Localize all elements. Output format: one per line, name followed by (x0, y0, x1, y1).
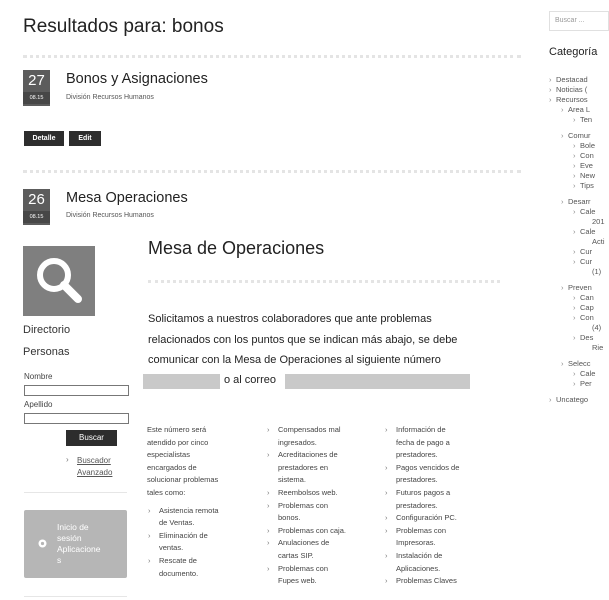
list-item-text: documento. (159, 568, 199, 578)
list-item-text: › Compensados mal (278, 425, 341, 434)
post-title[interactable]: Mesa Operaciones (66, 190, 188, 206)
list-item (384, 462, 494, 487)
list-item (266, 487, 374, 500)
post-category[interactable]: División Recursos Humanos (66, 94, 154, 101)
list-item (266, 537, 374, 562)
post-day: 26 (28, 191, 45, 208)
info-column (266, 424, 374, 588)
text-line: especialistas (147, 450, 190, 460)
advanced-search-link-text[interactable]: Buscador (77, 456, 111, 465)
list-item-text: › Eliminación de (159, 530, 208, 540)
list-item (266, 449, 374, 487)
list-item-text: › Problemas con (396, 525, 447, 535)
sidebar-category-item[interactable]: › Cap (549, 303, 609, 313)
directory-title: Directorio (23, 324, 71, 336)
divider (24, 492, 127, 493)
list-item (384, 525, 494, 550)
surname-field[interactable] (24, 413, 129, 424)
list-item (384, 424, 494, 462)
post-date (23, 189, 50, 225)
list-item-text: sistema. (278, 475, 306, 485)
sidebar-search-input[interactable]: Buscar ... (549, 11, 609, 31)
sidebar-category-item[interactable]: › Recursos (549, 95, 609, 105)
list-item-text: › Acreditaciones de (278, 450, 338, 460)
list-item (384, 575, 494, 588)
search-button[interactable]: Buscar (66, 430, 117, 446)
list-item-text: prestadores. (396, 500, 438, 510)
list-item-text: Fupes web. (278, 576, 317, 586)
list-item-text: prestadores. (396, 475, 438, 485)
list-item (266, 563, 374, 588)
text-line: solucionar problemas (147, 475, 219, 485)
list-item-text: prestadores en (278, 462, 329, 472)
sidebar-category-item[interactable]: › Cale (549, 207, 609, 217)
sidebar-category-item[interactable]: › Preven (549, 283, 609, 293)
sidebar-category-item[interactable]: › Cur (549, 257, 609, 267)
sidebar-category-item[interactable]: › Noticias ( (549, 85, 609, 95)
sidebar-category-item[interactable]: › Uncatego (549, 395, 609, 405)
redacted-phone (143, 374, 220, 389)
divider (23, 55, 521, 58)
divider (24, 596, 127, 597)
sidebar-category-item[interactable]: › New (549, 171, 609, 181)
detail-button[interactable]: Detalle (24, 131, 64, 146)
category-list (549, 75, 609, 405)
text-line: Este número será (147, 425, 207, 434)
sidebar-category-item[interactable]: › Selecc (549, 359, 609, 369)
paragraph-line: o al correo (224, 374, 276, 386)
sidebar-category-item[interactable]: Rie (592, 343, 604, 352)
list-item (384, 487, 494, 512)
divider (148, 280, 500, 283)
list-item-text: › Reembolsos web. (278, 487, 338, 497)
list-item (147, 505, 255, 530)
sidebar-category-item[interactable]: › Desarr (549, 197, 609, 207)
post-title[interactable]: Bonos y Asignaciones (66, 71, 208, 87)
directory-title: Personas (23, 346, 70, 358)
info-column (147, 424, 255, 580)
post-category[interactable]: División Recursos Humanos (66, 212, 154, 219)
list-item-text: › Problemas con (278, 563, 329, 573)
content-heading: Mesa de Operaciones (148, 238, 325, 258)
list-item-text: › Anulaciones de (278, 538, 330, 548)
list-item-text: › Configuración PC. (396, 513, 457, 523)
sidebar-category-item[interactable]: 201 (592, 217, 605, 226)
text-line: encargados de (147, 462, 197, 472)
list-item-text: fecha de pago a (396, 437, 450, 447)
post-day: 27 (28, 72, 45, 89)
list-item-text: › Problemas Claves (396, 576, 457, 586)
directory-search-tile[interactable] (23, 246, 95, 316)
sidebar-category-item[interactable]: › Bole (549, 141, 609, 151)
paragraph-line: relacionados con los puntos que se indican más abajo, se debe (148, 333, 458, 346)
text-line: tales como: (147, 487, 186, 497)
page-title: Resultados para: bonos (23, 16, 224, 37)
sidebar-category-item[interactable]: › Con (549, 313, 609, 323)
edit-button[interactable]: Edit (69, 131, 101, 146)
advanced-search-link-text[interactable]: Avanzado (77, 468, 113, 477)
sidebar-category-item[interactable]: › Can (549, 293, 609, 303)
sidebar-category-item[interactable]: › Destacad (549, 75, 609, 85)
sidebar-category-item[interactable]: › Des (549, 333, 609, 343)
app-login-button[interactable] (24, 510, 127, 578)
gear-icon (37, 538, 48, 549)
list-item-text: cartas SIP. (278, 550, 314, 560)
list-item-text: Aplicaciones. (396, 563, 441, 573)
sidebar-title: Categoría (549, 46, 598, 58)
sidebar-category-item[interactable]: › Cur (549, 247, 609, 257)
list-item-text: › Rescate de (159, 555, 197, 565)
list-item-text: › Problemas con caja. (278, 525, 346, 535)
list-item (147, 555, 255, 580)
sidebar-category-item[interactable]: › Ten (549, 115, 609, 125)
list-item (384, 512, 494, 525)
magnifier-icon (23, 246, 95, 316)
list-item-text: › Instalación de (396, 550, 443, 560)
login-text: sesión (57, 533, 82, 543)
list-item (266, 525, 374, 538)
list-item-text: prestadores. (396, 450, 438, 460)
list-item-text: › Asistencia remota (159, 505, 219, 515)
sidebar-category-item[interactable]: (4) (592, 323, 602, 332)
intro-paragraph (148, 309, 501, 371)
text-line: atendido por cinco (147, 437, 209, 447)
login-text: Aplicacione (57, 544, 101, 554)
sidebar-category-item[interactable]: (1) (592, 267, 602, 276)
list-item-text: › Información de (396, 425, 446, 434)
sidebar-category-item[interactable]: › Comur (549, 131, 609, 141)
list-item-text: › Futuros pagos a (396, 487, 451, 497)
sidebar-category-item[interactable]: › Cale (549, 227, 609, 237)
list-item (266, 500, 374, 525)
list-item-text: › Problemas con (278, 500, 329, 510)
sidebar-category-item[interactable]: › Cale (549, 369, 609, 379)
surname-label: Apellido (24, 400, 53, 409)
login-text: s (57, 555, 62, 565)
divider (23, 170, 521, 173)
list-item-text: Impresoras. (396, 538, 436, 548)
sidebar-category-item[interactable]: › Per (549, 379, 609, 389)
list-item-text: ventas. (159, 543, 184, 553)
list-item (147, 530, 255, 555)
list-item (384, 550, 494, 575)
login-text: Inicio de (57, 522, 89, 532)
sidebar-category-item[interactable]: › Eve (549, 161, 609, 171)
post-date (23, 70, 50, 106)
sidebar-category-item[interactable]: Acti (592, 237, 605, 246)
sidebar-category-item[interactable]: › Con (549, 151, 609, 161)
list-item-text: de Ventas. (159, 518, 195, 528)
sidebar-category-item[interactable]: › Area L (549, 105, 609, 115)
list-item (266, 424, 374, 449)
redacted-email (285, 374, 470, 389)
bullet-icon: › (66, 455, 69, 464)
sidebar-category-item[interactable]: › Tips (549, 181, 609, 191)
info-column (384, 424, 494, 588)
post-month: 08.15 (23, 211, 50, 223)
name-field[interactable] (24, 385, 129, 396)
list-item-text: ingresados. (278, 437, 317, 447)
post-month: 08.15 (23, 92, 50, 104)
paragraph-line: comunicar con la Mesa de Operaciones al siguiente número (148, 354, 441, 366)
list-item-text: › Pagos vencidos de (396, 462, 460, 472)
paragraph-line: Solicitamos a nuestros colaboradores que ante problemas (148, 313, 432, 325)
name-label: Nombre (24, 372, 53, 381)
list-item-text: bonos. (278, 513, 301, 523)
